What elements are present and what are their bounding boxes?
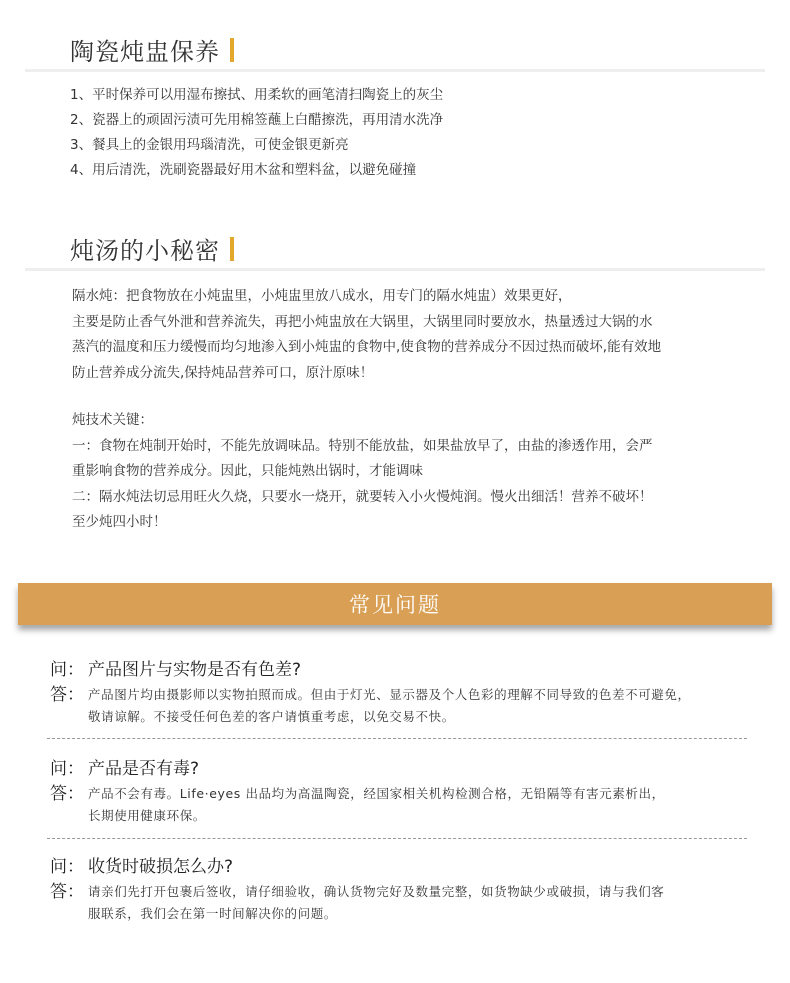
care-title-text: 陶瓷炖盅保养 bbox=[70, 38, 220, 66]
answer-text bbox=[88, 684, 691, 728]
secret-title-text: 炖汤的小秘密 bbox=[70, 237, 220, 265]
answer-text bbox=[88, 881, 664, 925]
faq-question bbox=[50, 754, 770, 779]
answer-line: 请亲们先打开包裹后签收，请仔细验收，确认货物完好及数量完整，如货物缺少或破损，请与我们客 bbox=[88, 884, 665, 899]
faq-item bbox=[50, 655, 770, 728]
faq-item bbox=[50, 754, 770, 827]
dashed-divider bbox=[47, 738, 747, 739]
care-list bbox=[70, 83, 443, 183]
answer-label: 答： bbox=[50, 882, 84, 902]
list-item: 1、平时保养可以用湿布擦拭、用柔软的画笔清扫陶瓷上的灰尘 bbox=[70, 87, 444, 103]
faq-answer bbox=[50, 881, 770, 925]
paragraph-line: 重影响食物的营养成分。因此，只能炖熟出锅时，才能调味 bbox=[72, 463, 423, 479]
list-item: 4、用后清洗，洗刷瓷器最好用木盆和塑料盆，以避免碰撞 bbox=[70, 162, 417, 178]
question-text: 产品是否有毒? bbox=[88, 759, 200, 779]
faq-banner-title: 常见问题 bbox=[349, 593, 441, 617]
answer-label: 答： bbox=[50, 685, 84, 705]
answer-line: 长期使用健康环保。 bbox=[88, 808, 206, 823]
title-accent-bar bbox=[230, 38, 234, 62]
paragraph-line: 至少炖四小时！ bbox=[72, 514, 167, 530]
faq-banner bbox=[18, 583, 772, 625]
faq-answer bbox=[50, 684, 770, 728]
dashed-divider bbox=[47, 838, 747, 839]
answer-line: 产品不会有毒。Life·eyes 出品均为高温陶瓷，经国家相关机构检测合格，无铅隔等有害元素析出， bbox=[88, 786, 665, 801]
key-technique-paragraph bbox=[72, 408, 653, 536]
answer-line: 服联系，我们会在第一时间解决你的问题。 bbox=[88, 906, 337, 921]
faq-item bbox=[50, 852, 770, 925]
answer-text bbox=[88, 783, 665, 827]
list-item: 3、餐具上的金银用玛瑙清洗，可使金银更新亮 bbox=[70, 137, 349, 153]
paragraph-line: 炖技术关键： bbox=[72, 412, 153, 428]
double-boil-paragraph bbox=[72, 284, 661, 386]
question-label: 问： bbox=[50, 660, 84, 680]
paragraph-line: 主要是防止香气外泄和营养流失，再把小炖盅放在大锅里，大锅里同时要放水，热量透过大锅的水 bbox=[72, 313, 653, 330]
faq-question bbox=[50, 852, 770, 877]
paragraph-line: 隔水炖：把食物放在小炖盅里，小炖盅里放八成水，用专门的隔水炖盅）效果更好， bbox=[72, 288, 572, 304]
faq-question bbox=[50, 655, 770, 680]
paragraph-line: 防止营养成分流失,保持炖品营养可口，原汁原味！ bbox=[72, 364, 374, 381]
section-divider bbox=[25, 268, 765, 271]
secret-section-title bbox=[70, 231, 234, 266]
paragraph-line: 二：隔水炖法切忌用旺火久烧，只要水一烧开，就要转入小火慢炖润。慢火出细活！营养不破坏！ bbox=[72, 488, 653, 505]
answer-line: 产品图片均由摄影师以实物拍照而成。但由于灯光、显示器及个人色彩的理解不同导致的色差不可避免， bbox=[88, 687, 691, 702]
question-text: 产品图片与实物是否有色差? bbox=[88, 660, 302, 680]
question-text: 收货时破损怎么办? bbox=[88, 857, 234, 877]
paragraph-line: 蒸汽的温度和压力缓慢而均匀地渗入到小炖盅的食物中,使食物的营养成分不因过热而破坏,能有效地 bbox=[72, 339, 662, 355]
answer-label: 答： bbox=[50, 784, 84, 804]
title-accent-bar bbox=[230, 237, 234, 261]
section-divider bbox=[25, 69, 765, 72]
paragraph-line: 一：食物在炖制开始时，不能先放调味品。特别不能放盐，如果盐放早了，由盐的渗透作用，会严 bbox=[72, 437, 653, 454]
faq-answer bbox=[50, 783, 770, 827]
list-item: 2、瓷器上的顽固污渍可先用棉签蘸上白醋擦洗，再用清水洗净 bbox=[70, 112, 444, 128]
care-section-title bbox=[70, 32, 234, 67]
answer-line: 敬请谅解。不接受任何色差的客户请慎重考虑，以免交易不快。 bbox=[88, 709, 455, 724]
question-label: 问： bbox=[50, 857, 84, 877]
question-label: 问： bbox=[50, 759, 84, 779]
